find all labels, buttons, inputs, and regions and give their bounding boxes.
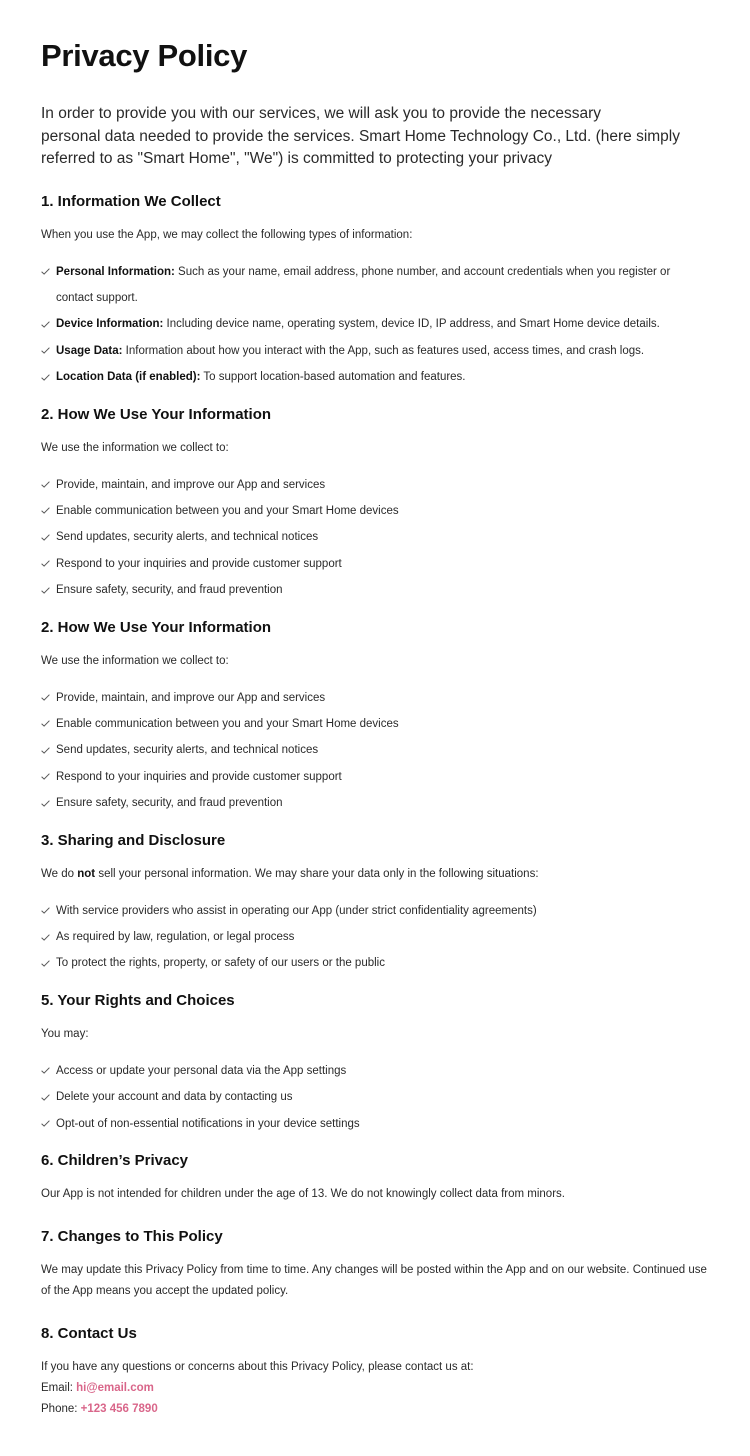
list-item xyxy=(41,551,709,577)
section-heading: 3. Sharing and Disclosure xyxy=(41,831,226,849)
list-item xyxy=(41,790,709,816)
check-icon xyxy=(41,1058,51,1084)
section-intro: We use the information we collect to: xyxy=(41,654,229,667)
contact-email-line xyxy=(41,1378,709,1399)
check-icon xyxy=(41,338,51,364)
item-text: Ensure safety, security, and fraud prevention xyxy=(56,584,283,597)
list-item xyxy=(41,524,709,550)
list-item xyxy=(41,898,709,924)
check-icon xyxy=(41,577,51,603)
item-text: Enable communication between you and your Smart Home devices xyxy=(56,504,399,517)
item-label: Location Data (if enabled): xyxy=(56,371,201,384)
list-item xyxy=(41,472,709,498)
section-rights-choices xyxy=(41,991,709,1137)
list-item xyxy=(41,764,709,790)
item-text: Information about how you interact with the App, such as features used, access times, and crash logs. xyxy=(122,344,645,357)
item-text: Ensure safety, security, and fraud prevention xyxy=(56,797,283,810)
item-text: Respond to your inquiries and provide customer support xyxy=(56,770,342,783)
item-text: To support location-based automation and features. xyxy=(200,371,466,384)
check-icon xyxy=(41,498,51,524)
section-heading: 7. Changes to This Policy xyxy=(41,1228,223,1246)
contact-phone-line xyxy=(41,1399,709,1420)
list-item xyxy=(41,950,709,976)
check-icon xyxy=(41,737,51,763)
list-item xyxy=(41,577,709,603)
item-label: Device Information: xyxy=(56,318,164,331)
section-body: Our App is not intended for children under the age of 13. We do not knowingly collect data from minors. xyxy=(41,1188,565,1201)
list-item xyxy=(41,924,709,950)
section-intro: When you use the App, we may collect the following types of information: xyxy=(41,228,413,241)
page-title: Privacy Policy xyxy=(41,38,248,73)
check-icon xyxy=(41,259,51,285)
item-text: Opt-out of non-essential notifications in your device settings xyxy=(56,1117,360,1130)
item-text: Enable communication between you and your Smart Home devices xyxy=(56,717,399,730)
list-item xyxy=(41,1058,709,1084)
section-heading: 5. Your Rights and Choices xyxy=(41,991,235,1009)
list-item xyxy=(41,311,709,337)
list-item xyxy=(41,711,709,737)
intro-emphasis: not xyxy=(77,867,96,880)
check-icon xyxy=(41,790,51,816)
phone-label: Phone: xyxy=(41,1403,81,1416)
check-icon xyxy=(41,711,51,737)
item-text: Such as your name, email address, phone number, and account credentials when you register or contact support. xyxy=(56,265,671,304)
item-text: Including device name, operating system, device ID, IP address, and Smart Home device details. xyxy=(163,318,660,331)
check-icon xyxy=(41,764,51,790)
list-item xyxy=(41,259,709,312)
section-how-we-use-duplicate xyxy=(41,618,709,817)
item-label: Usage Data: xyxy=(56,344,123,357)
list-item xyxy=(41,1084,709,1110)
item-text: As required by law, regulation, or legal process xyxy=(56,931,295,943)
item-text: With service providers who assist in operating our App (under strict confidentiality agreements) xyxy=(56,904,537,917)
item-text: Provide, maintain, and improve our App and services xyxy=(56,691,326,704)
list-item xyxy=(41,338,709,364)
section-heading: 2. How We Use Your Information xyxy=(41,405,272,423)
section-sharing-disclosure xyxy=(41,831,709,977)
section-intro: We use the information we collect to: xyxy=(41,441,229,454)
list-item xyxy=(41,1111,709,1137)
item-text: Provide, maintain, and improve our App and services xyxy=(56,478,326,491)
check-icon xyxy=(41,472,51,498)
contact-intro: If you have any questions or concerns about this Privacy Policy, please contact us at: xyxy=(41,1361,474,1374)
section-intro xyxy=(41,864,709,885)
check-icon xyxy=(41,551,51,577)
checklist xyxy=(41,898,709,977)
intro-text: We do xyxy=(41,867,78,880)
check-icon xyxy=(41,1111,51,1137)
check-icon xyxy=(41,898,51,924)
email-label: Email: xyxy=(41,1382,77,1395)
section-heading: 2. How We Use Your Information xyxy=(41,618,272,636)
section-how-we-use xyxy=(41,405,709,604)
check-icon xyxy=(41,685,51,711)
section-body: We may update this Privacy Policy from time to time. Any changes will be posted within the App and on our website. Continued use of the App means you accept the updated policy. xyxy=(41,1264,707,1298)
list-item xyxy=(41,685,709,711)
section-heading: 1. Information We Collect xyxy=(41,192,221,210)
item-text: Send updates, security alerts, and technical notices xyxy=(56,531,319,544)
check-icon xyxy=(41,950,51,976)
item-text: Send updates, security alerts, and technical notices xyxy=(56,744,319,757)
item-text: Access or update your personal data via the App settings xyxy=(56,1064,347,1077)
check-icon xyxy=(41,924,51,950)
section-heading: 6. Children’s Privacy xyxy=(41,1152,189,1170)
list-item xyxy=(41,737,709,763)
checklist xyxy=(41,259,709,391)
check-icon xyxy=(41,1084,51,1110)
section-intro: You may: xyxy=(41,1027,89,1040)
email-link[interactable]: hi@email.com xyxy=(76,1382,154,1395)
check-icon xyxy=(41,524,51,550)
item-text: Delete your account and data by contacting us xyxy=(56,1091,293,1104)
checklist xyxy=(41,685,709,817)
section-policy-changes xyxy=(41,1227,709,1302)
item-text: Respond to your inquiries and provide customer support xyxy=(56,557,342,570)
section-childrens-privacy xyxy=(41,1151,709,1205)
intro-line-2: personal data needed to provide the services. Smart Home Technology Co., Ltd. (here simply referred to as "Smart Home", "We") is committed to protecting your privacy xyxy=(41,127,680,167)
list-item xyxy=(41,364,709,390)
checklist xyxy=(41,472,709,604)
check-icon xyxy=(41,364,51,390)
check-icon xyxy=(41,311,51,337)
phone-link[interactable]: +123 456 7890 xyxy=(80,1403,158,1416)
section-information-we-collect xyxy=(41,192,709,391)
intro-paragraph xyxy=(41,103,709,171)
intro-line-1: In order to provide you with our services, we will ask you to provide the necessary xyxy=(41,105,601,122)
section-contact-us xyxy=(41,1324,709,1420)
section-heading: 8. Contact Us xyxy=(41,1325,137,1343)
item-text: To protect the rights, property, or safety of our users or the public xyxy=(56,957,385,970)
intro-text: sell your personal information. We may share your data only in the following situations: xyxy=(95,867,539,880)
list-item xyxy=(41,498,709,524)
item-label: Personal Information: xyxy=(56,265,175,278)
checklist xyxy=(41,1058,709,1137)
